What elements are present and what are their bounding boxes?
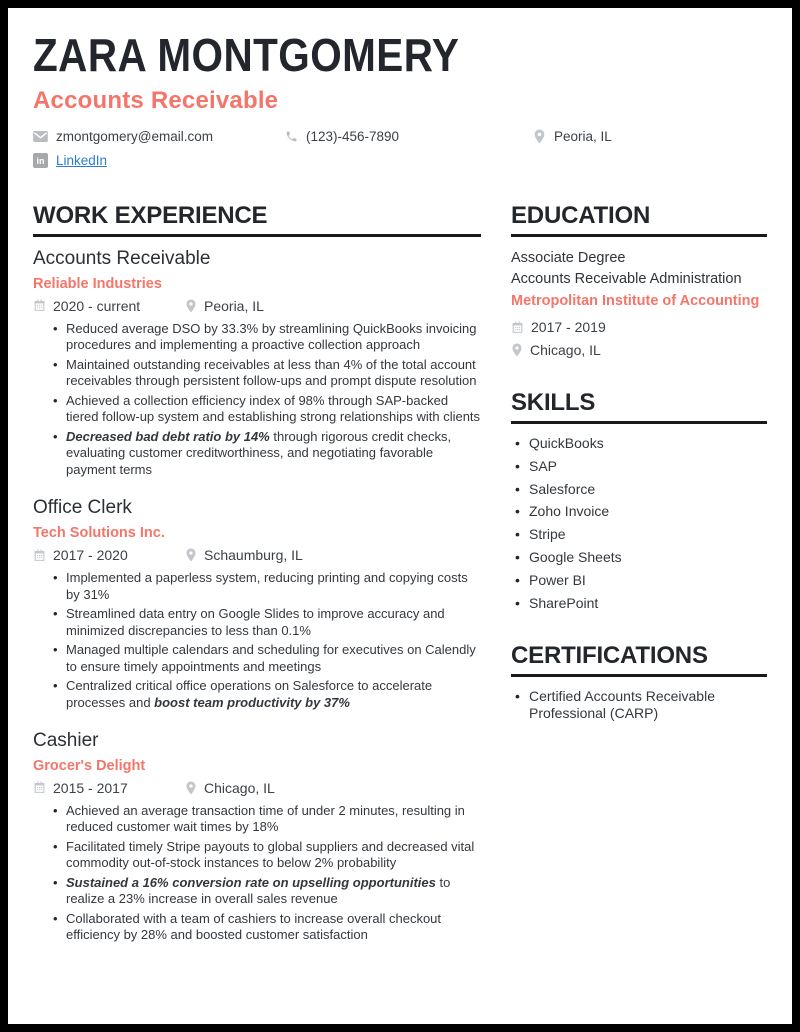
job-title: Office Clerk	[33, 497, 132, 519]
location-text: Peoria, IL	[554, 129, 612, 144]
job-company: Tech Solutions Inc.	[33, 525, 165, 542]
education-field: Accounts Receivable Administration	[511, 271, 742, 288]
education-school: Metropolitan Institute of Accounting	[511, 293, 760, 310]
job-dates-item	[33, 298, 185, 314]
phone-icon	[285, 130, 298, 143]
job-bullets	[33, 570, 481, 711]
education-location-item	[511, 342, 767, 358]
contact-email	[33, 129, 285, 144]
skills-list	[511, 435, 767, 611]
linkedin-link[interactable]: LinkedIn	[56, 153, 108, 168]
work-experience-heading: WORK EXPERIENCE	[33, 202, 481, 237]
calendar-icon	[33, 549, 46, 562]
bullet-item: • Sustained a 16% conversion rate on upselling opportunities to realize a 23% increase in overall sales revenue	[66, 875, 481, 908]
job-meta	[33, 547, 481, 563]
calendar-icon	[511, 321, 524, 334]
job-title: Accounts Receivable	[33, 248, 211, 269]
phone-text: (123)-456-7890	[306, 129, 400, 144]
candidate-name: ZARA MONTGOMERY	[33, 29, 460, 81]
job-bullets	[33, 803, 481, 944]
job-entry	[33, 248, 481, 478]
map-pin-icon	[511, 343, 523, 357]
certifications-list	[511, 688, 767, 722]
bullet-item: • Centralized critical office operations on Salesforce to accelerate processes and boost team productivity by 37%	[66, 678, 481, 711]
skills-section	[511, 389, 767, 611]
job-meta	[33, 780, 481, 796]
contact-linkedin	[33, 153, 107, 168]
job-bullets	[33, 321, 481, 479]
job-location-item	[185, 780, 275, 796]
certifications-section	[511, 642, 767, 722]
skills-heading: SKILLS	[511, 389, 767, 424]
envelope-icon	[33, 131, 48, 142]
skill-item: • SharePoint	[529, 595, 767, 612]
skill-item: • Stripe	[529, 526, 767, 543]
bullet-item: • Implemented a paperless system, reducing printing and copying costs by 31%	[66, 570, 481, 603]
contact-location	[533, 129, 612, 144]
job-dates-item	[33, 780, 185, 796]
job-entry	[33, 730, 481, 944]
education-location: Chicago, IL	[530, 342, 601, 359]
education-dates-item	[511, 319, 767, 335]
job-location: Peoria, IL	[204, 297, 264, 314]
contact-row-1	[33, 129, 767, 144]
education-dates: 2017 - 2019	[531, 319, 606, 336]
map-pin-icon	[185, 548, 197, 562]
calendar-icon	[33, 781, 46, 794]
map-pin-icon	[185, 781, 197, 795]
job-company: Reliable Industries	[33, 275, 162, 292]
sidebar-column	[511, 202, 767, 963]
certification-item: • Certified Accounts Receivable Professional (CARP)	[529, 688, 767, 722]
skill-item: • Salesforce	[529, 481, 767, 498]
contact-phone	[285, 129, 533, 144]
job-company: Grocer's Delight	[33, 757, 146, 774]
map-pin-icon	[533, 129, 546, 144]
job-location-item	[185, 298, 264, 314]
main-column	[33, 202, 481, 963]
resume-sheet	[8, 8, 792, 1024]
education-section	[511, 202, 767, 358]
bullet-item: • Streamlined data entry on Google Slides to improve accuracy and minimized discrepancies to less than 0.1%	[66, 606, 481, 639]
education-degree: Associate Degree	[511, 250, 626, 266]
candidate-title: Accounts Receivable	[33, 87, 279, 114]
contact-row-2	[33, 153, 767, 168]
job-dates-item	[33, 547, 185, 563]
skill-item: • SAP	[529, 458, 767, 475]
bullet-item: • Managed multiple calendars and scheduling for executives on Calendly to ensure timely appointments and meetings	[66, 642, 481, 675]
work-experience-section	[33, 202, 481, 944]
certifications-heading: CERTIFICATIONS	[511, 642, 767, 677]
skill-item: • Power BI	[529, 572, 767, 589]
education-heading: EDUCATION	[511, 202, 767, 237]
skill-item: • Zoho Invoice	[529, 503, 767, 520]
bullet-item: • Maintained outstanding receivables at less than 4% of the total account receivables through persistent follow-ups and prompt dispute resolution	[66, 357, 481, 390]
job-dates: 2020 - current	[53, 297, 141, 314]
job-location: Schaumburg, IL	[204, 547, 303, 564]
bullet-item: • Achieved an average transaction time of under 2 minutes, resulting in reduced customer wait times by 18%	[66, 803, 481, 836]
job-dates: 2015 - 2017	[53, 779, 128, 796]
linkedin-icon: in	[33, 153, 48, 168]
job-location: Chicago, IL	[204, 779, 275, 796]
job-location-item	[185, 547, 303, 563]
calendar-icon	[33, 299, 46, 312]
bullet-item: • Decreased bad debt ratio by 14% through rigorous credit checks, evaluating customer creditworthiness, and negotiating favorable payment terms	[66, 429, 481, 479]
job-entry	[33, 497, 481, 711]
content-columns	[33, 202, 767, 963]
bullet-item: • Reduced average DSO by 33.3% by streamlining QuickBooks invoicing procedures and implementing a proactive collection approach	[66, 321, 481, 354]
email-text: zmontgomery@email.com	[56, 129, 213, 144]
bullet-item: • Collaborated with a team of cashiers to increase overall checkout efficiency by 28% and boosted customer satisfaction	[66, 911, 481, 944]
skill-item: • QuickBooks	[529, 435, 767, 452]
map-pin-icon	[185, 299, 197, 313]
contact-block	[33, 129, 767, 168]
header	[33, 29, 767, 168]
skill-item: • Google Sheets	[529, 549, 767, 566]
job-meta	[33, 298, 481, 314]
bullet-item: • Facilitated timely Stripe payouts to global suppliers and decreased vital commodity out-of-stock instances to below 2% probability	[66, 839, 481, 872]
job-dates: 2017 - 2020	[53, 547, 128, 564]
bullet-item: • Achieved a collection efficiency index of 98% through SAP-backed tiered follow-up system and establishing strong relationships with clients	[66, 393, 481, 426]
job-title: Cashier	[33, 730, 99, 752]
